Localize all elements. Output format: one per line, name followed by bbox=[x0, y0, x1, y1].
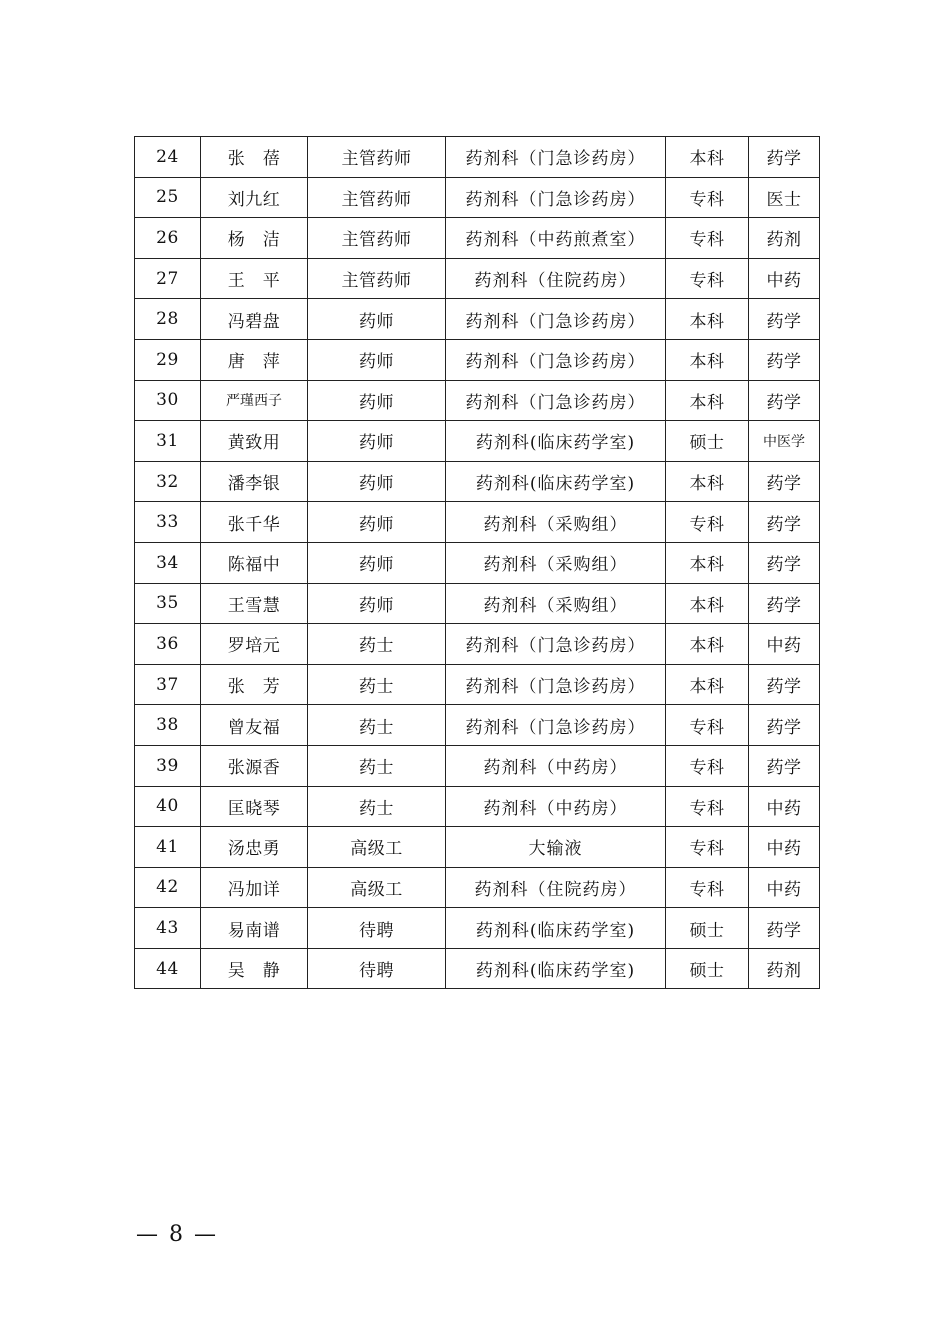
job-title-cell: 待聘 bbox=[308, 908, 446, 949]
name-cell: 冯碧盘 bbox=[201, 299, 308, 340]
department-cell: 药剂科（中药房） bbox=[446, 786, 666, 827]
department-cell: 药剂科(临床药学室) bbox=[446, 948, 666, 989]
major-cell: 药学 bbox=[749, 745, 820, 786]
row-number-cell: 26 bbox=[135, 218, 201, 259]
job-title-cell: 主管药师 bbox=[308, 137, 446, 178]
table-row bbox=[135, 380, 820, 421]
table-row bbox=[135, 218, 820, 259]
major-cell: 药学 bbox=[749, 542, 820, 583]
job-title-cell: 药师 bbox=[308, 339, 446, 380]
job-title-cell: 主管药师 bbox=[308, 258, 446, 299]
major-cell: 医士 bbox=[749, 177, 820, 218]
row-number-cell: 29 bbox=[135, 339, 201, 380]
row-number-cell: 42 bbox=[135, 867, 201, 908]
department-cell: 药剂科（门急诊药房） bbox=[446, 339, 666, 380]
major-cell: 中药 bbox=[749, 867, 820, 908]
row-number-cell: 40 bbox=[135, 786, 201, 827]
job-title-cell: 高级工 bbox=[308, 867, 446, 908]
department-cell: 药剂科（门急诊药房） bbox=[446, 137, 666, 178]
name-cell: 黄致用 bbox=[201, 421, 308, 462]
education-cell: 专科 bbox=[666, 177, 749, 218]
job-title-cell: 药士 bbox=[308, 745, 446, 786]
department-cell: 药剂科(临床药学室) bbox=[446, 461, 666, 502]
name-cell: 匡晓琴 bbox=[201, 786, 308, 827]
table-row bbox=[135, 339, 820, 380]
name-cell: 唐 萍 bbox=[201, 339, 308, 380]
job-title-cell: 药师 bbox=[308, 421, 446, 462]
row-number-cell: 39 bbox=[135, 745, 201, 786]
education-cell: 专科 bbox=[666, 786, 749, 827]
name-cell: 冯加详 bbox=[201, 867, 308, 908]
education-cell: 专科 bbox=[666, 258, 749, 299]
department-cell: 药剂科（住院药房） bbox=[446, 867, 666, 908]
education-cell: 专科 bbox=[666, 867, 749, 908]
name-cell: 严瑾西子 bbox=[201, 380, 308, 421]
education-cell: 本科 bbox=[666, 339, 749, 380]
department-cell: 大输液 bbox=[446, 827, 666, 868]
major-cell: 药学 bbox=[749, 380, 820, 421]
table-row bbox=[135, 827, 820, 868]
major-cell: 药学 bbox=[749, 705, 820, 746]
major-cell: 药学 bbox=[749, 908, 820, 949]
major-cell: 药学 bbox=[749, 583, 820, 624]
row-number-cell: 35 bbox=[135, 583, 201, 624]
education-cell: 本科 bbox=[666, 299, 749, 340]
table-row bbox=[135, 502, 820, 543]
name-cell: 吴 静 bbox=[201, 948, 308, 989]
table-row bbox=[135, 137, 820, 178]
job-title-cell: 药师 bbox=[308, 583, 446, 624]
table-row bbox=[135, 542, 820, 583]
job-title-cell: 药士 bbox=[308, 705, 446, 746]
department-cell: 药剂科(临床药学室) bbox=[446, 421, 666, 462]
name-cell: 王 平 bbox=[201, 258, 308, 299]
row-number-cell: 30 bbox=[135, 380, 201, 421]
department-cell: 药剂科(临床药学室) bbox=[446, 908, 666, 949]
name-cell: 张 芳 bbox=[201, 664, 308, 705]
department-cell: 药剂科（门急诊药房） bbox=[446, 299, 666, 340]
row-number-cell: 37 bbox=[135, 664, 201, 705]
major-cell: 中药 bbox=[749, 624, 820, 665]
education-cell: 本科 bbox=[666, 664, 749, 705]
education-cell: 本科 bbox=[666, 461, 749, 502]
name-cell: 刘九红 bbox=[201, 177, 308, 218]
major-cell: 药学 bbox=[749, 339, 820, 380]
name-cell: 汤忠勇 bbox=[201, 827, 308, 868]
education-cell: 专科 bbox=[666, 218, 749, 259]
major-cell: 药学 bbox=[749, 664, 820, 705]
education-cell: 专科 bbox=[666, 705, 749, 746]
row-number-cell: 24 bbox=[135, 137, 201, 178]
name-cell: 陈福中 bbox=[201, 542, 308, 583]
row-number-cell: 25 bbox=[135, 177, 201, 218]
job-title-cell: 药士 bbox=[308, 624, 446, 665]
table-row bbox=[135, 299, 820, 340]
education-cell: 本科 bbox=[666, 542, 749, 583]
major-cell: 药剂 bbox=[749, 948, 820, 989]
table-row bbox=[135, 745, 820, 786]
staff-table bbox=[134, 136, 820, 989]
education-cell: 硕士 bbox=[666, 908, 749, 949]
row-number-cell: 33 bbox=[135, 502, 201, 543]
education-cell: 本科 bbox=[666, 380, 749, 421]
education-cell: 硕士 bbox=[666, 421, 749, 462]
name-cell: 张千华 bbox=[201, 502, 308, 543]
row-number-cell: 36 bbox=[135, 624, 201, 665]
table-row bbox=[135, 948, 820, 989]
table-row bbox=[135, 583, 820, 624]
job-title-cell: 待聘 bbox=[308, 948, 446, 989]
table-row bbox=[135, 867, 820, 908]
department-cell: 药剂科（门急诊药房） bbox=[446, 624, 666, 665]
job-title-cell: 主管药师 bbox=[308, 177, 446, 218]
department-cell: 药剂科（中药煎煮室） bbox=[446, 218, 666, 259]
row-number-cell: 44 bbox=[135, 948, 201, 989]
name-cell: 易南谱 bbox=[201, 908, 308, 949]
department-cell: 药剂科（采购组） bbox=[446, 502, 666, 543]
education-cell: 本科 bbox=[666, 137, 749, 178]
major-cell: 中药 bbox=[749, 258, 820, 299]
department-cell: 药剂科（门急诊药房） bbox=[446, 380, 666, 421]
job-title-cell: 药士 bbox=[308, 786, 446, 827]
department-cell: 药剂科（门急诊药房） bbox=[446, 705, 666, 746]
table-row bbox=[135, 461, 820, 502]
name-cell: 张 蓓 bbox=[201, 137, 308, 178]
name-cell: 潘李银 bbox=[201, 461, 308, 502]
department-cell: 药剂科（住院药房） bbox=[446, 258, 666, 299]
page-number: — 8 — bbox=[136, 1222, 218, 1247]
department-cell: 药剂科（采购组） bbox=[446, 583, 666, 624]
table-row bbox=[135, 664, 820, 705]
name-cell: 罗培元 bbox=[201, 624, 308, 665]
name-cell: 张源香 bbox=[201, 745, 308, 786]
major-cell: 药学 bbox=[749, 502, 820, 543]
job-title-cell: 药师 bbox=[308, 542, 446, 583]
major-cell: 中药 bbox=[749, 786, 820, 827]
education-cell: 本科 bbox=[666, 624, 749, 665]
department-cell: 药剂科（门急诊药房） bbox=[446, 664, 666, 705]
row-number-cell: 32 bbox=[135, 461, 201, 502]
row-number-cell: 31 bbox=[135, 421, 201, 462]
major-cell: 中医学 bbox=[749, 421, 820, 462]
department-cell: 药剂科（门急诊药房） bbox=[446, 177, 666, 218]
table-row bbox=[135, 421, 820, 462]
table-row bbox=[135, 908, 820, 949]
job-title-cell: 药师 bbox=[308, 461, 446, 502]
job-title-cell: 药师 bbox=[308, 380, 446, 421]
job-title-cell: 主管药师 bbox=[308, 218, 446, 259]
row-number-cell: 38 bbox=[135, 705, 201, 746]
table-row bbox=[135, 705, 820, 746]
major-cell: 药学 bbox=[749, 137, 820, 178]
table-row bbox=[135, 258, 820, 299]
name-cell: 王雪慧 bbox=[201, 583, 308, 624]
education-cell: 专科 bbox=[666, 745, 749, 786]
department-cell: 药剂科（采购组） bbox=[446, 542, 666, 583]
education-cell: 专科 bbox=[666, 827, 749, 868]
job-title-cell: 药师 bbox=[308, 299, 446, 340]
table-row bbox=[135, 624, 820, 665]
job-title-cell: 高级工 bbox=[308, 827, 446, 868]
major-cell: 中药 bbox=[749, 827, 820, 868]
row-number-cell: 27 bbox=[135, 258, 201, 299]
department-cell: 药剂科（中药房） bbox=[446, 745, 666, 786]
row-number-cell: 43 bbox=[135, 908, 201, 949]
major-cell: 药学 bbox=[749, 299, 820, 340]
table-row bbox=[135, 177, 820, 218]
staff-table-body bbox=[135, 137, 820, 989]
row-number-cell: 34 bbox=[135, 542, 201, 583]
row-number-cell: 28 bbox=[135, 299, 201, 340]
job-title-cell: 药师 bbox=[308, 502, 446, 543]
major-cell: 药学 bbox=[749, 461, 820, 502]
table-row bbox=[135, 786, 820, 827]
name-cell: 杨 洁 bbox=[201, 218, 308, 259]
job-title-cell: 药士 bbox=[308, 664, 446, 705]
row-number-cell: 41 bbox=[135, 827, 201, 868]
education-cell: 硕士 bbox=[666, 948, 749, 989]
education-cell: 本科 bbox=[666, 583, 749, 624]
major-cell: 药剂 bbox=[749, 218, 820, 259]
education-cell: 专科 bbox=[666, 502, 749, 543]
name-cell: 曾友福 bbox=[201, 705, 308, 746]
